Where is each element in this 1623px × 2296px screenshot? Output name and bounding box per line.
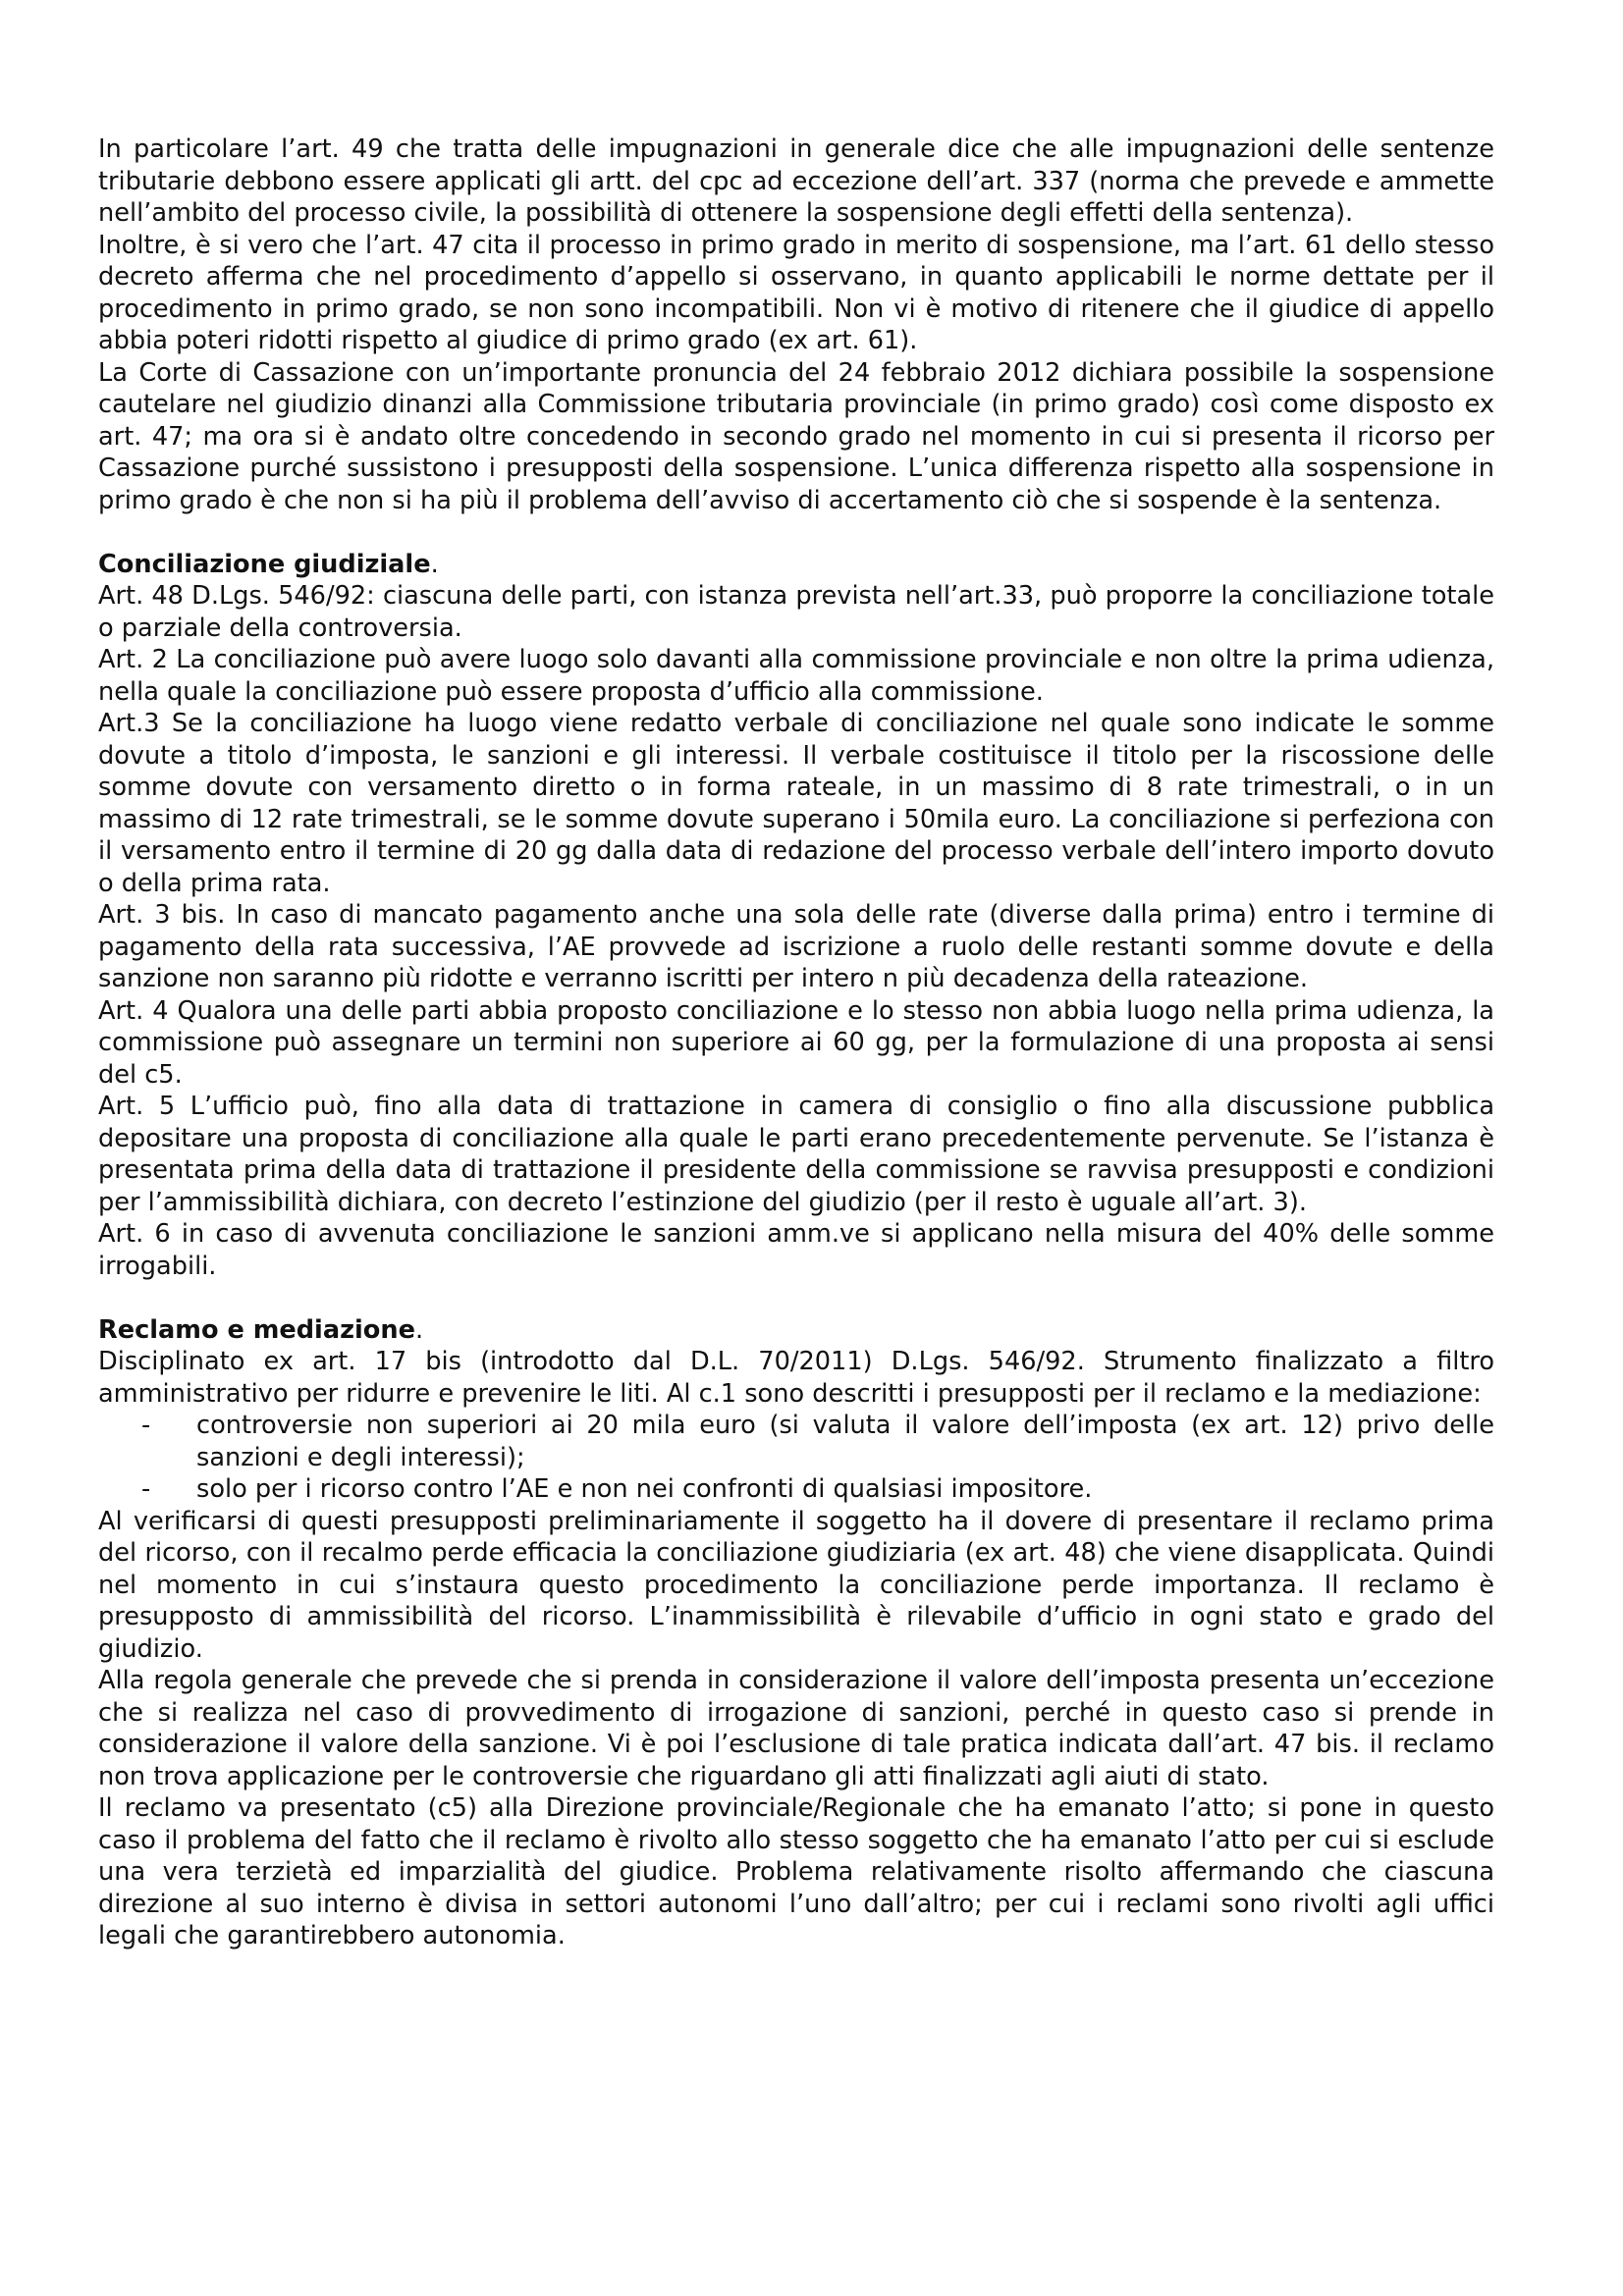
list-item [98, 1410, 1494, 1473]
intro-paragraph: In particolare l’art. 49 che tratta delle impugnazioni in generale dice che alle impugnazioni delle sentenze tributarie debbono essere applicati gli artt. del cpc ad eccezione dell’art. 337 (norma che prevede e ammette nell’ambito del processo civile, la possibilità di ottenere la sospensione degli effetti della sentenza). [98, 134, 1494, 228]
dash-bullet-icon: - [141, 1411, 151, 1440]
intro-paragraph: Inoltre, è si vero che l’art. 47 cita il processo in primo grado in merito di sospensione, ma l’art. 61 dello stesso decreto afferma che nel procedimento d’appello si osservano, in quanto applicabili le norme dettate per il procedimento in primo grado, se non sono incompatibili. Non vi è motivo di ritenere che il giudice di appello abbia poteri ridotti rispetto al giudice di primo grado (ex art. 61). [98, 230, 1494, 355]
conciliazione-paragraph: Art. 4 Qualora una delle parti abbia proposto conciliazione e lo stesso non abbia luogo nella prima udienza, la commissione può assegnare un termini non superiore ai 60 gg, per la formulazione di una proposta ai sensi del c5. [98, 995, 1494, 1090]
section-heading-conciliazione [98, 549, 1494, 581]
reclamo-paragraph: Il reclamo va presentato (c5) alla Direzione provinciale/Regionale che ha emanato l’atto; si pone in questo caso il problema del fatto che il reclamo è rivolto allo stesso soggetto che ha emanato l’atto per cui si esclude una vera terzietà ed imparzialità del giudice. Problema relativamente risolto affermando che ciascuna direzione al suo interno è divisa in settori autonomi l’uno dall’altro; per cui i reclami sono rivolti agli uffici legali che garantirebbero autonomia. [98, 1793, 1494, 1950]
reclamo-paragraph: Al verificarsi di questi presupposti preliminariamente il soggetto ha il dovere di presentare il reclamo prima del ricorso, con il recalmo perde efficacia la conciliazione giudiziaria (ex art. 48) che viene disapplicata. Quindi nel momento in cui s’instaura questo procedimento la conciliazione perde importanza. Il reclamo è presupposto di ammissibilità del ricorso. L’inammissibilità è rilevabile d’ufficio in ogni stato e grado del giudizio. [98, 1506, 1494, 1664]
reclamo-paragraph: Alla regola generale che prevede che si prenda in considerazione il valore dell’imposta presenta un’eccezione che si realizza nel caso di provvedimento di irrogazione di sanzioni, perché in questo caso si prende in considerazione il valore della sanzione. Vi è poi l’esclusione di tale pratica indicata dall’art. 47 bis. il reclamo non trova applicazione per le controversie che riguardano gli atti finalizzati agli aiuti di stato. [98, 1666, 1494, 1791]
section-heading-reclamo [98, 1314, 1494, 1347]
conciliazione-paragraph: Art. 3 bis. In caso di mancato pagamento anche una sola delle rate (diverse dalla prima) entro i termine di pagamento della rata successiva, l’AE provvede ad iscrizione a ruolo delle restanti somme dovute e della sanzione non saranno più ridotte e verranno iscritti per intero n più decadenza della rateazione. [98, 900, 1494, 993]
document-page [98, 133, 1494, 1952]
section-heading-suffix: . [414, 1314, 424, 1345]
conciliazione-paragraph: Art. 2 La conciliazione può avere luogo solo davanti alla commissione provinciale e non oltre la prima udienza, nella quale la conciliazione può essere proposta d’ufficio alla commissione. [98, 645, 1494, 707]
dash-bullet-icon: - [141, 1474, 151, 1504]
intro-paragraph: La Corte di Cassazione con un’importante pronuncia del 24 febbraio 2012 dichiara possibile la sospensione cautelare nel giudizio dinanzi alla Commissione tributaria provinciale (in primo grado) così come disposto ex art. 47; ma ora si è andato oltre concedendo in secondo grado nel momento in cui si presenta il ricorso per Cassazione purché sussistono i presupposti della sospensione. L’unica differenza rispetto alla sospensione in primo grado è che non si ha più il problema dell’avviso di accertamento ciò che si sospende è la sentenza. [98, 357, 1494, 515]
conciliazione-paragraph: Art. 5 L’ufficio può, fino alla data di trattazione in camera di consiglio o fino alla discussione pubblica depositare una proposta di conciliazione alla quale le parti erano precedentemente pervenute. Se l’istanza è presentata prima della data di trattazione il presidente della commissione se ravvisa presupposti e condizioni per l’ammissibilità dichiara, con decreto l’estinzione del giudizio (per il resto è uguale all’art. 3). [98, 1092, 1494, 1217]
list-item-text: solo per i ricorso contro l’AE e non nei confronti di qualsiasi impositore. [196, 1474, 1093, 1504]
presupposti-list [98, 1410, 1494, 1506]
section-heading-text: Conciliazione giudiziale [98, 549, 431, 579]
reclamo-lead-paragraph: Disciplinato ex art. 17 bis (introdotto dal D.L. 70/2011) D.Lgs. 546/92. Strumento finalizzato a filtro amministrativo per ridurre e prevenire le liti. Al c.1 sono descritti i presupposti per il reclamo e la mediazione: [98, 1347, 1494, 1409]
conciliazione-paragraph: Art. 6 in caso di avvenuta conciliazione le sanzioni amm.ve si applicano nella misura del 40% delle somme irrogabili. [98, 1219, 1494, 1281]
section-heading-suffix: . [430, 549, 439, 579]
conciliazione-paragraph: Art.3 Se la conciliazione ha luogo viene redatto verbale di conciliazione nel quale sono indicate le somme dovute a titolo d’imposta, le sanzioni e gli interessi. Il verbale costituisce il titolo per la riscossione delle somme dovute con versamento diretto o in forma rateale, in un massimo di 8 rate trimestrali, o in un massimo di 12 rate trimestrali, se le somme dovute superano i 50mila euro. La conciliazione si perfeziona con il versamento entro il termine di 20 gg dalla data di redazione del processo verbale dell’intero importo dovuto o della prima rata. [98, 709, 1494, 898]
section-heading-text: Reclamo e mediazione [98, 1314, 415, 1345]
list-item-text: controversie non superiori ai 20 mila euro (si valuta il valore dell’imposta (ex art. 12) privo delle sanzioni e degli interessi); [196, 1411, 1494, 1472]
list-item [98, 1473, 1494, 1506]
conciliazione-paragraph: Art. 48 D.Lgs. 546/92: ciascuna delle parti, con istanza prevista nell’art.33, può proporre la conciliazione totale o parziale della controversia. [98, 581, 1494, 643]
